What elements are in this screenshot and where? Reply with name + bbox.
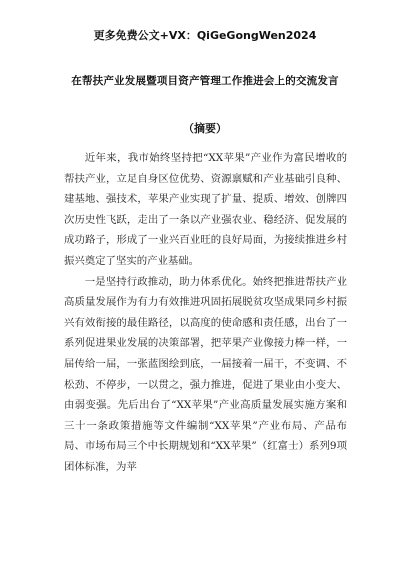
body-paragraph-point-one: 一是坚持行政推动，助力体系优化。始终把推进帮扶产业高质量发展作为有力有效推进巩固拓展脱贫攻坚成果同乡村振兴有效衔接的最佳路径，以高度的使命感和责任感，出台了一系列促进果业发展的决策部署，把苹果产业像接力棒一样，一届传给一届，一张蓝图绘到底，一届接着一届干，不变调、不松劲、不停步，一以贯之，强力推进，促进了果业由小变大、由弱变强。先后出台了“XX苹果”产业高质量发展实施方案和三十一条政策措施等文件编制“XX苹果”产业布局、产品布局、市场布局三个中长期规划和“XX苹果”（红富士）系列9项团体标准，为苹 [64, 275, 347, 473]
document-body [64, 148, 347, 478]
document-title: 在帮扶产业发展暨项目资产管理工作推进会上的交流发言 [71, 75, 339, 87]
body-paragraph-intro: 近年来，我市始终坚持把“XX苹果”产业作为富民增收的帮扶产业，立足自身区位优势、资源禀赋和产业基础引良种、建基地、强技术，苹果产业实现了扩量、提质、增效、创牌四次历史性飞跃，走出了一条以产业强农业、稳经济、促发展的成功路子，形成了一业兴百业旺的良好局面，为接续推进乡村振兴奠定了坚实的产业基础。 [64, 152, 347, 267]
page-header: 更多免费公文+VX：QiGeGongWen2024 [93, 29, 317, 42]
abstract-label: （摘要） [183, 122, 227, 135]
